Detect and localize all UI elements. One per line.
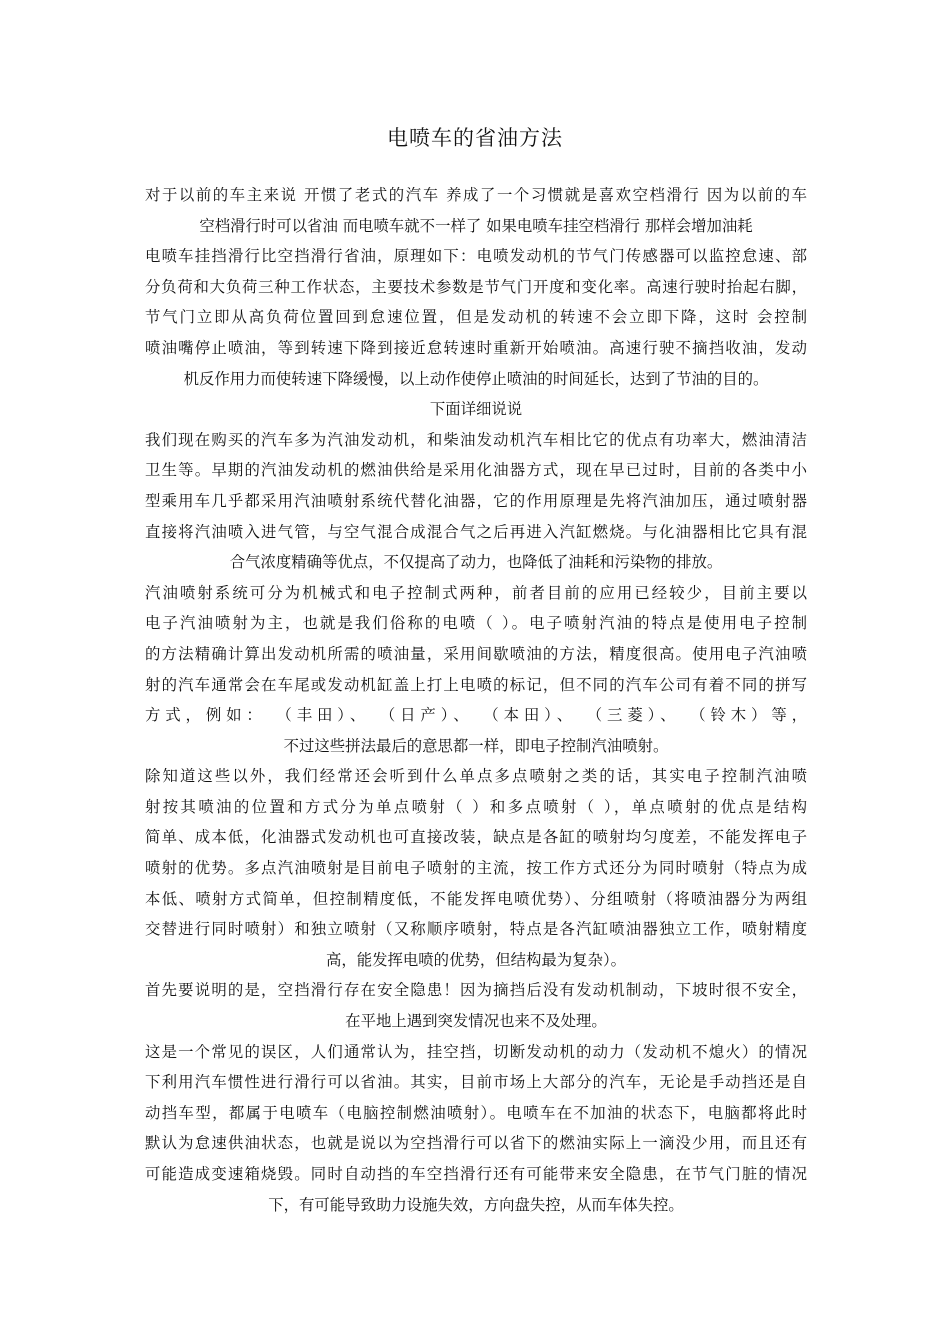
paragraph-line: 射的汽车通常会在车尾或发动机缸盖上打上电喷的标记，但不同的汽车公司有着不同的拼写	[145, 675, 807, 694]
paragraph-line: 首先要说明的是，空挡滑行存在安全隐患！因为摘挡后没有发动机制动，下坡时很不安全，	[145, 981, 807, 1000]
paragraph-line: 分负荷和大负荷三种工作状态，主要技术参数是节气门开度和变化率。高速行驶时抬起右脚，	[145, 277, 807, 296]
paragraph-line: 我们现在购买的汽车多为汽油发动机，和柴油发动机汽车相比它的优点有功率大，燃油清洁	[145, 430, 807, 449]
paragraph-line: 机反作用力而使转速下降缓慢，以上动作使停止喷油的时间延长，达到了节油的目的。	[183, 369, 769, 388]
paragraph-line: 对于以前的车主来说 开惯了老式的汽车 养成了一个习惯就是喜欢空档滑行 因为以前的车	[145, 186, 807, 204]
paragraph-line: 不过这些拼法最后的意思都一样，即电子控制汽油喷射。	[283, 736, 669, 755]
paragraph-line: 高，能发挥电喷的优势，但结构最为复杂）。	[325, 950, 627, 969]
paragraph-line: 动挡车型，都属于电喷车（电脑控制燃油喷射）。电喷车在不加油的状态下，电脑都将此时	[145, 1103, 807, 1122]
paragraph-line: 直接将汽油喷入进气管，与空气混合成混合气之后再进入汽缸燃烧。与化油器相比它具有混	[145, 522, 807, 541]
paragraph-line: 下面详细说说	[429, 400, 523, 419]
paragraph-line: 的方法精确计算出发动机所需的喷油量，采用间歇喷油的方法，精度很高。使用电子汽油喷	[145, 644, 807, 663]
paragraph-line: 合气浓度精确等优点，不仅提高了动力，也降低了油耗和污染物的排放。	[229, 553, 723, 572]
paragraph-line: 本低、喷射方式简单，但控制精度低，不能发挥电喷优势）、分组喷射（将喷油器分为两组	[145, 889, 807, 908]
paragraph-line: 卫生等。早期的汽油发动机的燃油供给是采用化油器方式，现在早已过时，目前的各类中小	[145, 461, 807, 480]
paragraph-line: 节气门立即从高负荷位置回到怠速位置，但是发动机的转速不会立即下降，这时 会控制	[145, 308, 807, 327]
paragraph-line: 喷射的优势。多点汽油喷射是目前电子喷射的主流，按工作方式还分为同时喷射（特点为成	[145, 859, 807, 878]
paragraph-line: 汽油喷射系统可分为机械式和电子控制式两种，前者目前的应用已经较少，目前主要以	[145, 583, 807, 602]
paragraph-line: 除知道这些以外，我们经常还会听到什么单点多点喷射之类的话，其实电子控制汽油喷	[145, 767, 807, 786]
paragraph-line: 型乘用车几乎都采用汽油喷射系统代替化油器，它的作用原理是先将汽油加压，通过喷射器	[145, 491, 807, 510]
paragraph-line: 默认为怠速供油状态，也就是说以为空挡滑行可以省下的燃油实际上一滴没少用，而且还有	[145, 1134, 807, 1153]
paragraph-line: 空档滑行时可以省油 而电喷车就不一样了 如果电喷车挂空档滑行 那样会增加油耗	[199, 216, 753, 235]
document-body	[145, 180, 807, 1220]
paragraph-line: 这是一个常见的误区，人们通常认为，挂空挡，切断发动机的动力（发动机不熄火）的情况	[145, 1042, 807, 1061]
paragraph-line: 下，有可能导致助力设施失效，方向盘失控，从而车体失控。	[268, 1195, 684, 1214]
document-title: 电喷车的省油方法	[387, 126, 563, 150]
paragraph-line: 射按其喷油的位置和方式分为单点喷射（ ）和多点喷射（ ），单点喷射的优点是结构	[145, 797, 807, 816]
paragraph-line: 简单、成本低，化油器式发动机也可直接改装，缺点是各缸的喷射均匀度差，不能发挥电子	[145, 828, 807, 847]
paragraph-line: 可能造成变速箱烧毁。同时自动挡的车空挡滑行还有可能带来安全隐患，在节气门脏的情况	[145, 1165, 807, 1183]
paragraph-line: 喷油嘴停止喷油，等到转速下降到接近怠转速时重新开始喷油。高速行驶不摘挡收油，发动	[145, 338, 807, 357]
paragraph-line: 交替进行同时喷射）和独立喷射（又称顺序喷射，特点是各汽缸喷油器独立工作，喷射精度	[145, 920, 807, 939]
paragraph-line: 下利用汽车惯性进行滑行可以省油。其实，目前市场上大部分的汽车，无论是手动挡还是自	[145, 1073, 807, 1092]
paragraph-line: 电子汽油喷射为主，也就是我们俗称的电喷（ ）。电子喷射汽油的特点是使用电子控制	[145, 614, 807, 633]
paragraph-line: 电喷车挂挡滑行比空挡滑行省油，原理如下：电喷发动机的节气门传感器可以监控怠速、部	[145, 247, 807, 266]
paragraph-line: 方式，例如： （丰田）、 （日产）、 （本田）、 （三菱）、 （铃木）等，	[145, 706, 807, 725]
paragraph-line: 在平地上遇到突发情况也来不及处理。	[345, 1012, 607, 1031]
